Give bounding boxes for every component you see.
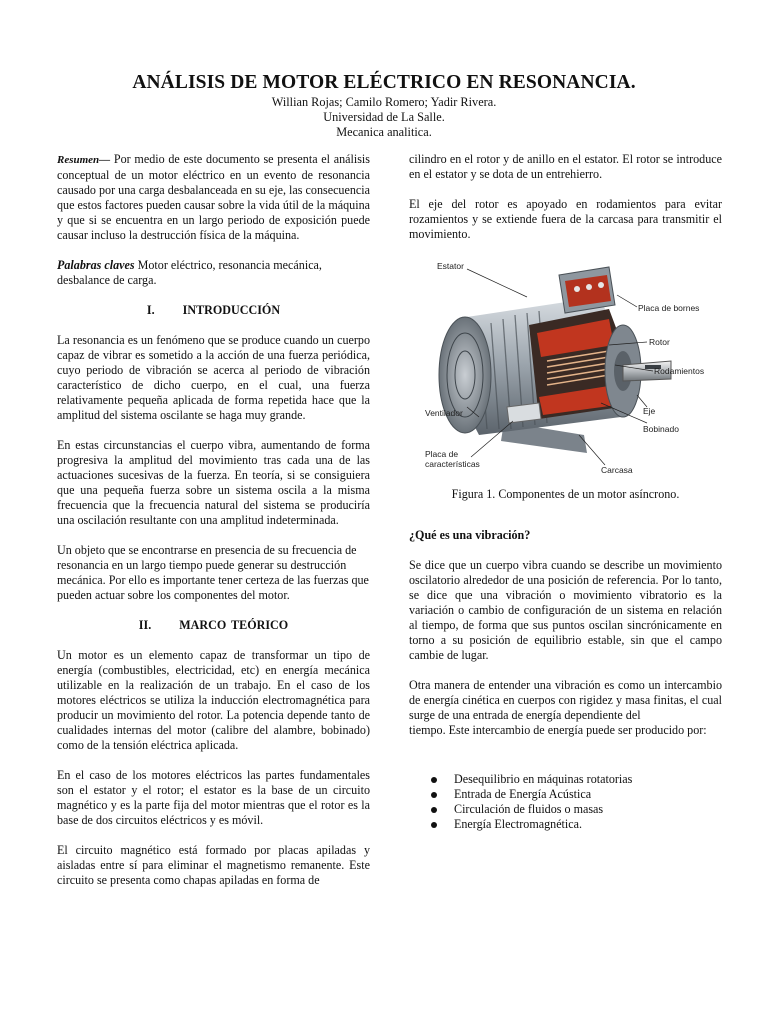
section-heading-marco-teorico: [57, 618, 370, 633]
label-rotor: Rotor: [649, 337, 670, 347]
abstract: [57, 152, 370, 243]
label-placa-bornes: Placa de bornes: [638, 303, 700, 313]
list-item: Desequilibrio en máquinas rotatorias: [431, 772, 722, 787]
paper-title: ANÁLISIS DE MOTOR ELÉCTRICO EN RESONANCIA.: [132, 72, 636, 93]
paragraph: El circuito magnético está formado por placas apiladas y aisladas entre sí para eliminar el magnetismo remanente. Este circuito se presenta como chapas apiladas en forma de: [57, 843, 370, 887]
section-title: INTRODUCCIÓN: [182, 303, 281, 317]
figure-caption: Figura 1. Componentes de un motor asíncrono.: [451, 487, 680, 501]
keywords-text: Motor eléctrico, resonancia mecánica, desbalance de carga.: [57, 258, 322, 287]
label-placa-caracteristicas-2: características: [425, 459, 480, 469]
keywords: [57, 258, 370, 288]
abstract-text: Por medio de este documento se presenta el análisis conceptual de un motor eléctrico en un evento de resonancia causado por una carga desbalanceada en su eje, las consecuencia que estos factores pueden causar sobre la vida útil de la máquina y que si se encuentra en un largo periodo de exposición puede causar incluso la destrucción física de la máquina.: [57, 152, 370, 242]
keywords-label: Palabras claves: [57, 258, 135, 272]
course: Mecanica analitica.: [336, 125, 432, 139]
paragraph: Un objeto que se encontrarse en presencia de su frecuencia de resonancia en un largo tiempo puede generar su destrucción mecánica. Por ello es importante tener certeza de las fuerzas que pueden actuar sobre los componentes del motor.: [57, 543, 369, 602]
authors: Willian Rojas; Camilo Romero; Yadir Rivera.: [271, 95, 497, 109]
label-estator: Estator: [437, 261, 464, 271]
left-column: [57, 152, 370, 903]
section-title: MARCO TEÓRICO: [179, 618, 289, 632]
paragraph: cilindro en el rotor y de anillo en el estator. El rotor se introduce en el estator y se dota de un entrehierro.: [409, 152, 722, 181]
university: Universidad de La Salle.: [323, 110, 445, 124]
paragraph: tiempo. Este intercambio de energía puede ser producido por:: [409, 723, 707, 737]
list-item: Circulación de fluidos o masas: [431, 802, 722, 817]
paragraph: En el caso de los motores eléctricos las partes fundamentales son el estator y el rotor; el estator es la base de un circuito magnético y es la parte fija del motor mientras que el rotor es la base de dos circuitos eléctricos y es móvil.: [57, 768, 370, 827]
label-bobinado: Bobinado: [643, 424, 679, 434]
paragraph: Un motor es un elemento capaz de transformar un tipo de energía (combustibles, electricidad, etc) en energía mecánica utilizable en la realización de un trabajo. En el caso de los motores eléctricos se utiliza la inducción electromagnética para producir un movimiento del rotor. La potencia depende tanto de cualidades internas del motor (calibre del alambre, bobinado) como de la tensión eléctrica aplicada.: [57, 648, 370, 752]
label-placa-caracteristicas: Placa de: [425, 449, 459, 459]
section-heading-introduccion: [57, 303, 370, 318]
bullet-list: [409, 772, 722, 832]
motor-illustration: [409, 257, 722, 483]
paragraph: La resonancia es un fenómeno que se produce cuando un cuerpo capaz de vibrar es sometido a la acción de una fuerza periódica, cuyo periodo de vibración se acerca al periodo de vibración característico de dicho cuerpo, en el cual, una fuerza relativamente pequeña aplicada de forma repetida hace que la amplitud del sistema oscilante se haga muy grande.: [57, 333, 370, 422]
list-item: Energía Electromagnética.: [431, 817, 722, 832]
list-item: Entrada de Energía Acústica: [431, 787, 722, 802]
label-ventilador: Ventilador: [425, 408, 463, 418]
paragraph: Se dice que un cuerpo vibra cuando se describe un movimiento oscilatorio alrededor de una posición de referencia. Por lo tanto, se dice que una vibración o movimiento vibratorio es la variación o cambio de configuración de un sistema en relación al tiempo, de forma que sus puntos oscilan sincrónicamente en torno a su posición de equilibrio estable, sin que el campo cambie de lugar.: [409, 558, 722, 662]
label-rodamientos: Rodamientos: [654, 366, 705, 376]
paragraph: El eje del rotor es apoyado en rodamientos para evitar rozamientos y se extiende fuera de la carcasa para transmitir el movimiento.: [409, 197, 722, 241]
section-number: I.: [146, 303, 155, 317]
section-number: II.: [138, 618, 152, 632]
paragraph: Otra manera de entender una vibración es como un intercambio de energía cinética en cuerpos con rigidez y masa finitas, el cual surge de una entrada de energía dependiente del: [409, 678, 722, 722]
label-carcasa: Carcasa: [601, 465, 633, 475]
label-eje: Eje: [643, 406, 656, 416]
subsection-title: ¿Qué es una vibración?: [409, 528, 531, 542]
motor-figure: [409, 257, 722, 483]
abstract-label: Resumen—: [57, 154, 111, 166]
right-column: [409, 152, 722, 832]
paragraph: En estas circunstancias el cuerpo vibra, aumentando de forma progresiva la amplitud del movimiento tras cada una de las actuaciones sucesivas de la fuerza. En teoría, si se consiguiera que una pequeña fuerza sobre un sistema oscila a la misma frecuencia que la frecuencia natural del sistema se produciría una oscilación resultante con una amplitud indeterminada.: [57, 438, 370, 527]
